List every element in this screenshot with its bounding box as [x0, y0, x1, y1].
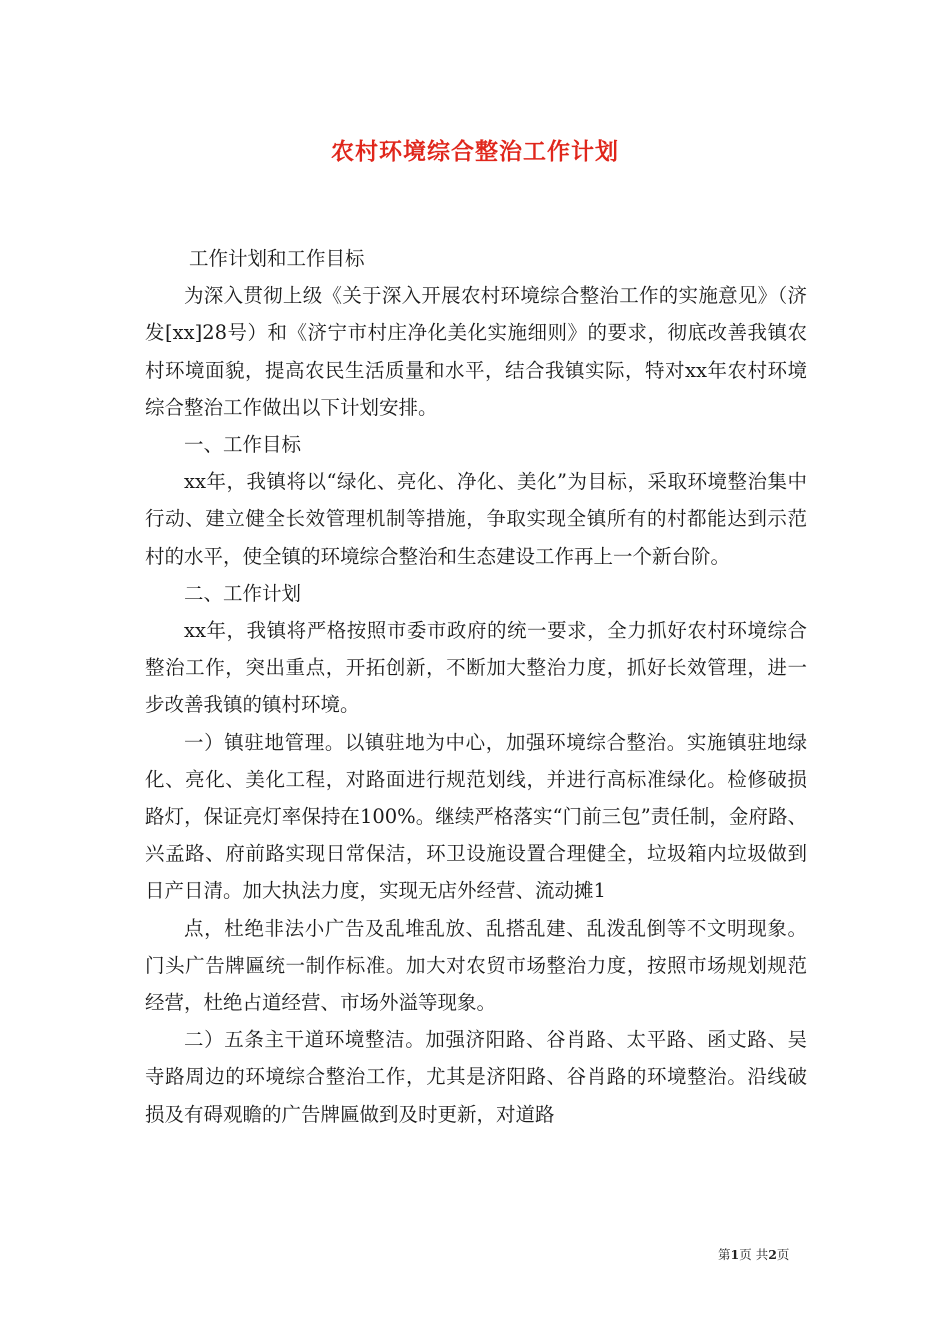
document-body: [145, 240, 807, 1133]
page-number-footer: [718, 1245, 789, 1263]
paragraph-plan: xx年，我镇将严格按照市委市政府的统一要求，全力抓好农村环境综合整治工作，突出重点，开拓创新，不断加大整治力度，抓好长效管理，进一步改善我镇的镇村环境。: [145, 619, 807, 717]
section-subtitle: 工作计划和工作目标: [189, 247, 365, 270]
footer-current-page: 1: [730, 1247, 740, 1262]
paragraph-main-roads: 二）五条主干道环境整洁。加强济阳路、谷肖路、太平路、函丈路、吴寺路周边的环境综合整治工作，尤其是济阳路、谷肖路的环境整治。沿线破损及有碍观瞻的广告牌匾做到及时更新，对道路: [145, 1028, 807, 1126]
document-title: 农村环境综合整治工作计划: [331, 138, 619, 165]
heading-work-goal: 一、工作目标: [184, 433, 302, 457]
paragraph-town-management: 一）镇驻地管理。以镇驻地为中心，加强环境综合整治。实施镇驻地绿化、亮化、美化工程，对路面进行规范划线，并进行高标准绿化。检修破损路灯，保证亮灯率保持在100%。继续严格落实“门前三包”责任制，金府路、兴孟路、府前路实现日常保洁，环卫设施设置合理健全，垃圾箱内垃圾做到日产日清。加大执法力度，实现无店外经营、流动摊1: [145, 730, 807, 903]
heading-work-plan: 二、工作计划: [184, 581, 302, 605]
footer-middle: 页 共: [739, 1247, 769, 1262]
paragraph-goal: xx年，我镇将以“绿化、亮化、净化、美化”为目标，采取环境整治集中行动、建立健全长效管理机制等措施，争取实现全镇所有的村都能达到示范村的水平，使全镇的环境综合整治和生态建设工作再上一个新台阶。: [145, 470, 807, 568]
paragraph-intro: 为深入贯彻上级《关于深入开展农村环境综合整治工作的实施意见》（济发[xx]28号）和《济宁市村庄净化美化实施细则》的要求，彻底改善我镇农村环境面貌，提高农民生活质量和水平，结合我镇实际，特对xx年农村环境综合整治工作做出以下计划安排。: [145, 284, 807, 419]
footer-prefix: 第: [718, 1247, 731, 1262]
paragraph-town-management-cont: 点，杜绝非法小广告及乱堆乱放、乱搭乱建、乱泼乱倒等不文明现象。门头广告牌匾统一制作标准。加大对农贸市场整治力度，按照市场规划规范经营，杜绝占道经营、市场外溢等现象。: [145, 916, 807, 1015]
footer-total-pages: 2: [768, 1247, 777, 1262]
footer-suffix: 页: [776, 1247, 790, 1262]
